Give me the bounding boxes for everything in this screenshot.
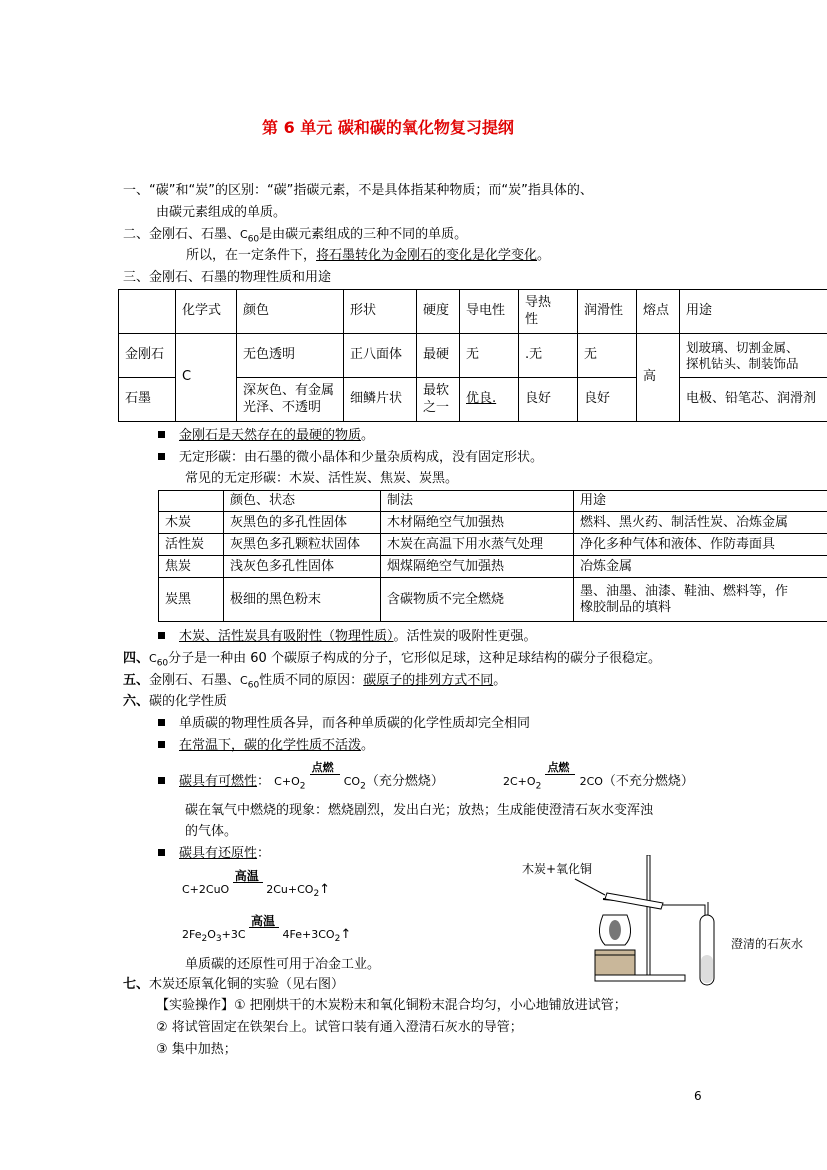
- reduction-use: 单质碳的还原性可用于冶金工业。: [185, 957, 381, 972]
- bullet-physical-chemical: 单质碳的物理性质各异，而各种单质碳的化学性质却完全相同: [158, 716, 530, 732]
- apparatus-figure: [555, 855, 745, 990]
- combustion-phenomenon: 碳在氧气中燃烧的现象：燃烧剧烈，发出白光；放热；生成能使澄清石灰水变浑浊: [185, 803, 654, 818]
- section-5: 五、金刚石、石墨、$C_{60}$性质不同的原因：碳原子的排列方式不同。: [123, 673, 507, 691]
- combustion-phenomenon-2: 的气体。: [185, 824, 238, 839]
- experiment-step-1: 【实验操作】① 把刚烘干的木炭粉末和氧化铜粉末混合均匀，小心地铺放进试管；: [156, 998, 627, 1013]
- bullet-amorphous: 无定形碳：由石墨的微小晶体和少量杂质构成，没有固定形状。: [158, 450, 543, 466]
- equation-incomplete-combustion: $2C+O_2$ 点燃 2CO（不充分燃烧）: [503, 761, 694, 792]
- section-7: 七、木炭还原氧化铜的实验（见右图）: [123, 977, 345, 992]
- section-2-line2: 所以，在一定条件下，将石墨转化为金刚石的变化是化学变化。: [186, 248, 551, 263]
- equation-cuo: C+2CuO 高温 $2Cu+CO_2↑$: [182, 869, 331, 900]
- section-1-line2: 由碳元素组成的单质。: [156, 205, 287, 220]
- section-6: 六、碳的化学性质: [123, 694, 228, 709]
- amorphous-list: 常见的无定形碳：木炭、活性炭、焦炭、炭黑。: [185, 471, 459, 486]
- bullet-stable: 在常温下，碳的化学性质不活泼。: [158, 738, 374, 754]
- section-4: 四、$C_{60}$分子是一种由 60 个碳原子构成的分子，它形似足球，这种足球结构的碳分子很稳定。: [123, 651, 661, 669]
- figure-label-limewater: 澄清的石灰水: [731, 937, 804, 951]
- page-number: 6: [694, 1089, 702, 1103]
- figure-label-reactants: 木炭+氧化铜: [522, 862, 593, 876]
- bullet-diamond: 金刚石是天然存在的最硬的物质。: [158, 428, 374, 444]
- page-title: 第 6 单元 碳和碳的氧化物复习提纲: [262, 118, 514, 137]
- bullet-adsorption: 木炭、活性炭具有吸附性（物理性质）。活性炭的吸附性更强。: [158, 629, 537, 645]
- equation-fe2o3: $2Fe_2O_3+3C$ 高温 $4Fe+3CO_2↑$: [182, 914, 352, 945]
- experiment-step-2: ② 将试管固定在铁架台上。试管口装有通入澄清石灰水的导管；: [156, 1020, 523, 1035]
- bullet-combustion: 碳具有可燃性： $C+O_2$ 点燃 $CO_2$（充分燃烧）: [158, 774, 444, 792]
- experiment-step-3: ③ 集中加热；: [156, 1042, 237, 1057]
- bullet-reduction: 碳具有还原性：: [158, 846, 270, 862]
- amorphous-carbon-table: 颜色、状态 制法 用途 木炭 灰黑色的多孔性固体 木材隔绝空气加强热 燃料、黑火药、制活性炭、冶炼金属 活性炭 灰黑色多孔颗粒状固体 木炭在高温下用水蒸气处理 净化多种气体和液体、作防毒面具 焦炭 浅灰色多孔性固体 烟煤隔绝空气加强热 冶炼金属 炭黑 极细的黑色粉末 含碳物质不完全燃烧 墨、油墨、油漆、鞋油、燃料等，作 橡胶制品的填料: [158, 490, 827, 622]
- carbon-allotropes-table: 化学式 颜色 形状 硬度 导电性 导热 性 润滑性 熔点 用途 金刚石 C 无色透明 正八面体 最硬 无 .无 无 高 划玻璃、切割金属、 探机钻头、制装饰品 石墨 深灰色、有金属 光泽、不透明 细鳞片状 最软 之一 优良. 良好 良好 电极、铅笔芯、润滑剂: [118, 289, 827, 422]
- section-2-line1: 二、金刚石、石墨、$C_{60}$是由碳元素组成的三种不同的单质。: [123, 227, 468, 245]
- section-1-line1: 一、“碳”和“炭”的区别：“碳”指碳元素，不是具体指某种物质；而“炭”指具体的、: [123, 183, 593, 198]
- section-3-heading: 三、金刚石、石墨的物理性质和用途: [123, 270, 332, 285]
